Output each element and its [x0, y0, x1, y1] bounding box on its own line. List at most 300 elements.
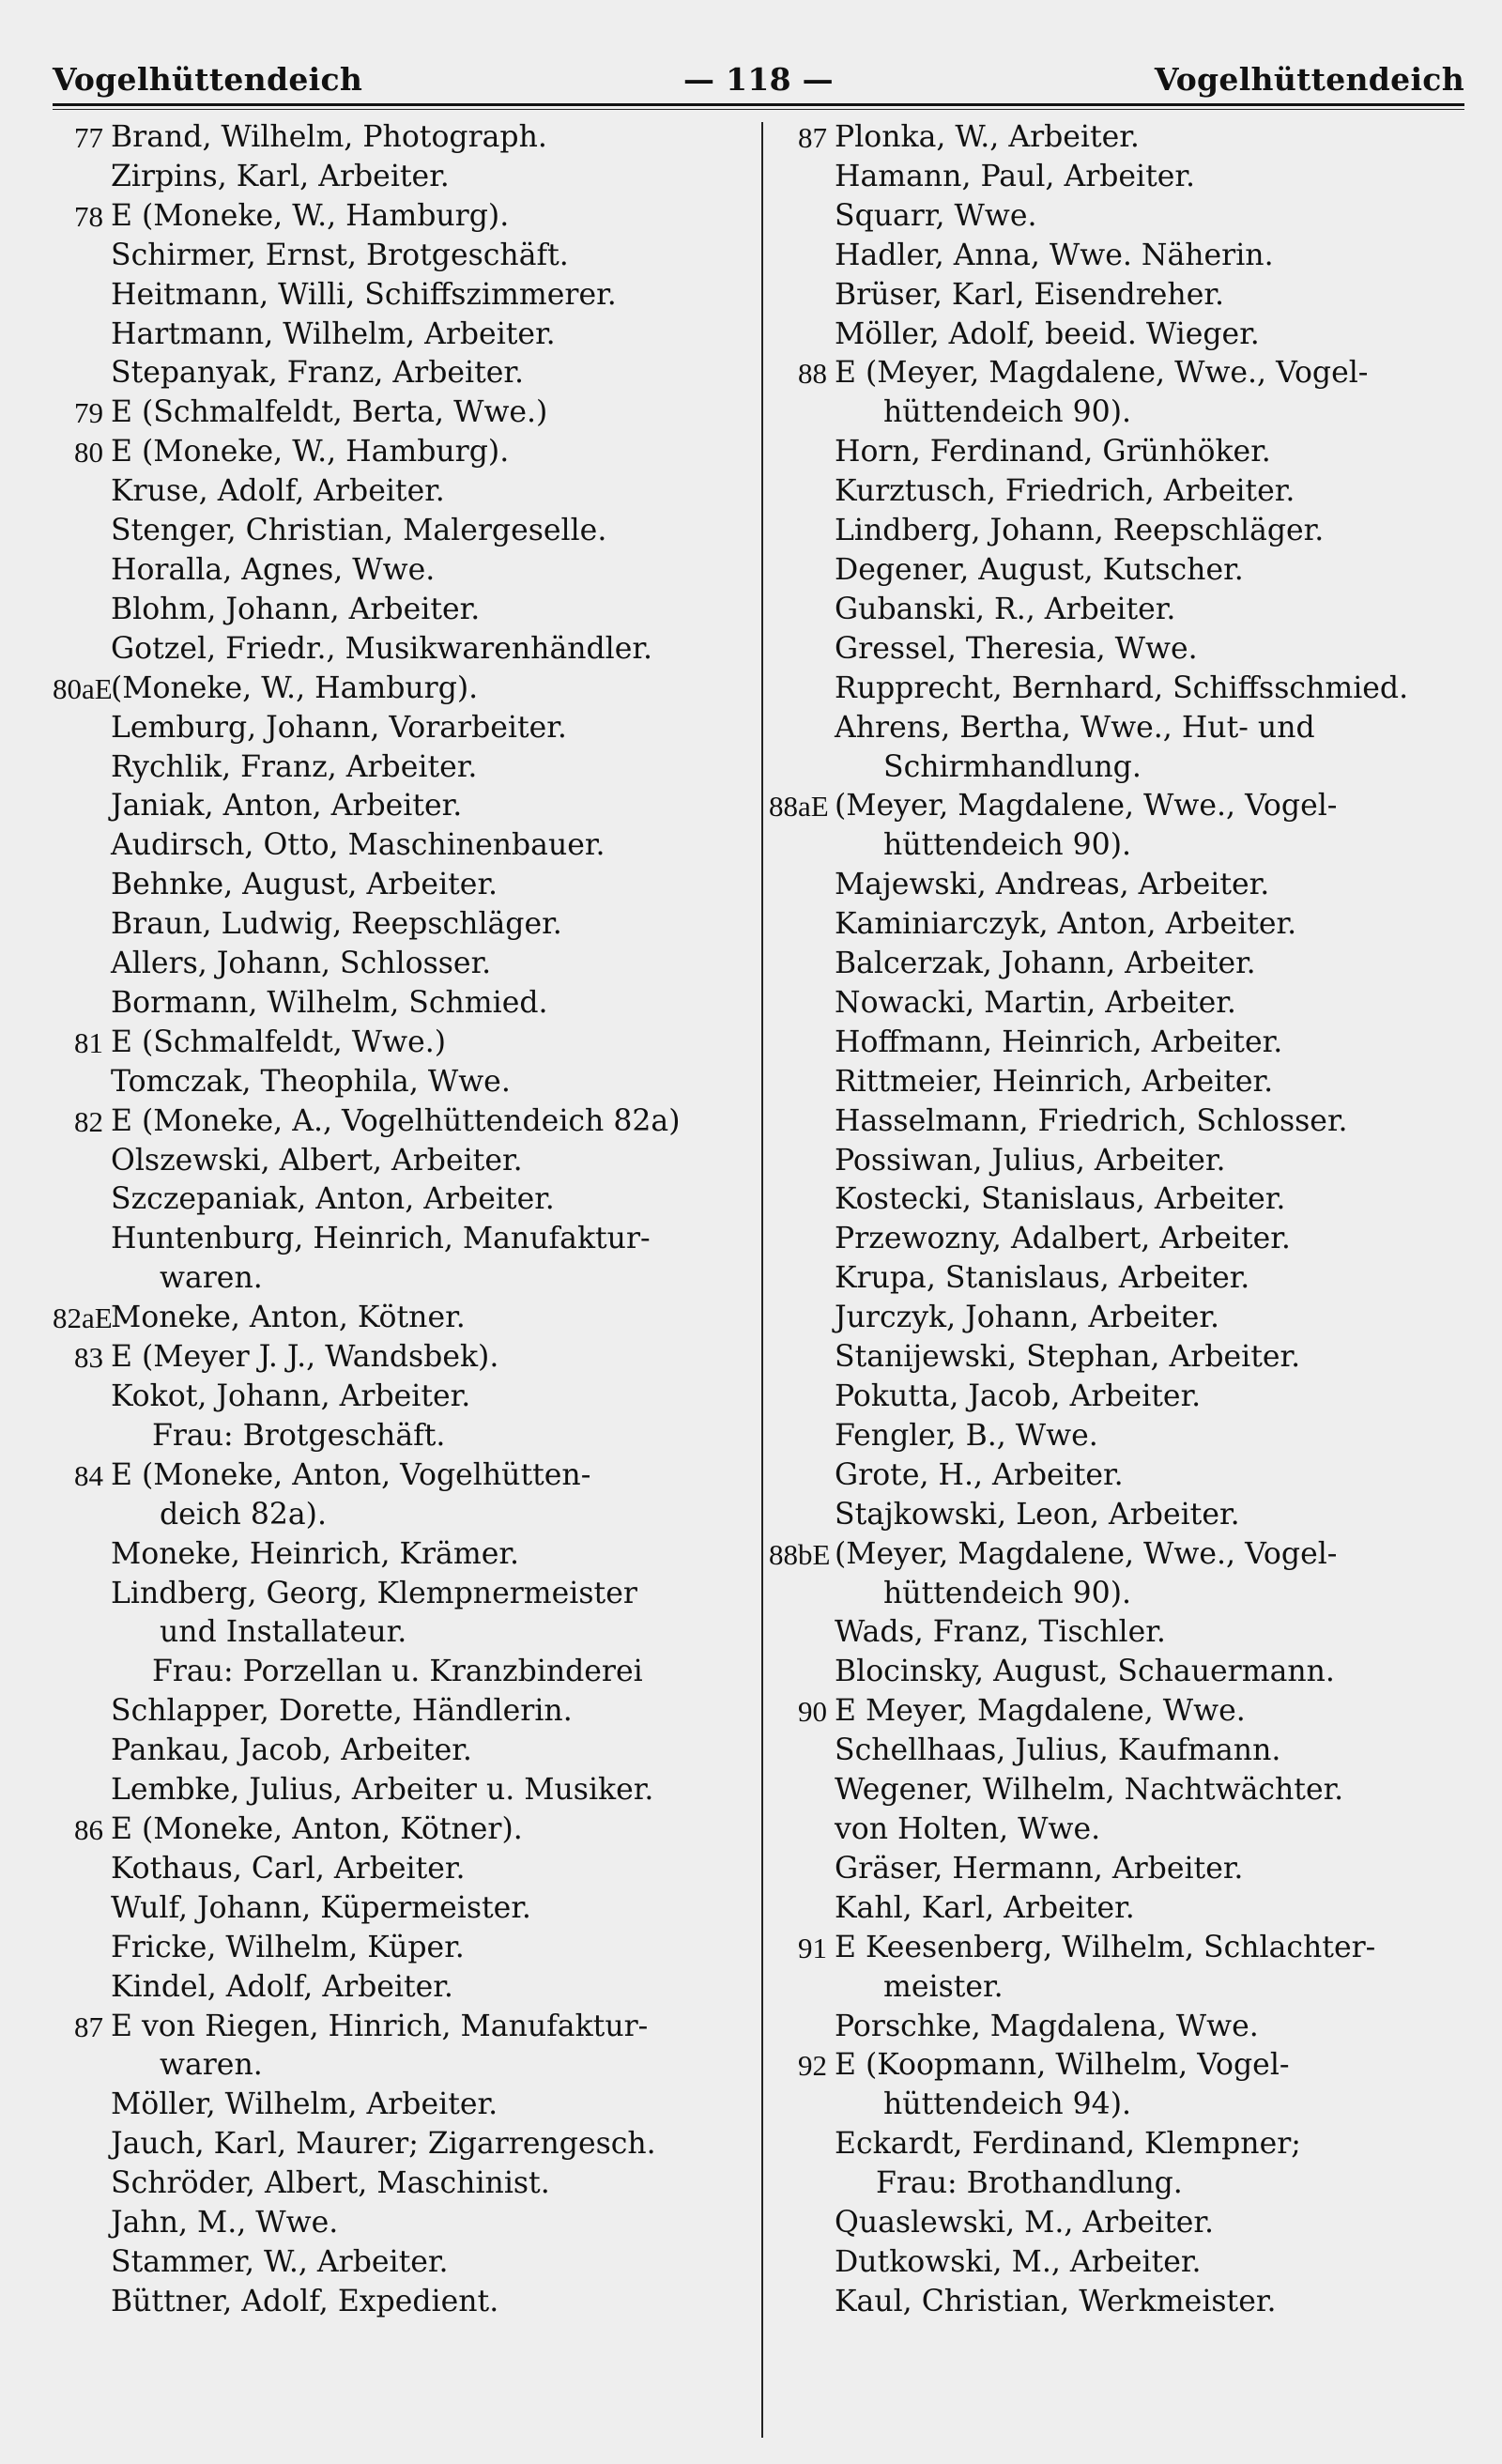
house-number: [769, 1613, 835, 1653]
resident-entry: [769, 1180, 1464, 1220]
resident-entry: [769, 1378, 1464, 1417]
house-number: [769, 1259, 835, 1299]
resident-entry: [769, 551, 1464, 591]
resident-entry: [53, 551, 748, 591]
house-number: [53, 1180, 111, 1220]
house-number: [769, 2204, 835, 2243]
resident-entry: [769, 1102, 1464, 1142]
entry-text: E (Schmalfeldt, Berta, Wwe.): [111, 395, 548, 430]
entry-text: Majewski, Andreas, Arbeiter.: [835, 868, 1270, 902]
right-column: [763, 118, 1464, 2438]
resident-entry: [53, 1929, 748, 1968]
resident-entry: [53, 1535, 748, 1575]
resident-entry: [769, 472, 1464, 512]
entry-text: Szczepaniak, Anton, Arbeiter.: [111, 1182, 555, 1217]
house-number: [53, 354, 111, 393]
resident-entry: [769, 709, 1464, 748]
house-entry: [53, 670, 748, 709]
house-number: [769, 2125, 835, 2164]
entry-text: Stanijewski, Stephan, Arbeiter.: [835, 1340, 1301, 1375]
resident-entry: [53, 2204, 748, 2243]
entry-text: Hoffmann, Heinrich, Arbeiter.: [835, 1024, 1283, 1059]
entry-text: Gotzel, Friedr., Musikwarenhändler.: [111, 631, 652, 666]
resident-entry: [53, 237, 748, 276]
house-number: [769, 1732, 835, 1771]
house-number: [769, 1810, 835, 1850]
resident-entry: [53, 1417, 748, 1456]
house-number: [769, 2086, 835, 2125]
house-number: 82aE: [53, 1301, 113, 1335]
resident-entry: [769, 1850, 1464, 1889]
entry-text: hüttendeich 90).: [883, 828, 1132, 863]
resident-entry: [769, 1496, 1464, 1535]
house-number: [53, 1889, 111, 1929]
resident-entry: [53, 630, 748, 670]
entry-text: Gressel, Theresia, Wwe.: [835, 631, 1198, 666]
house-number: [53, 1968, 111, 2008]
house-number: [769, 748, 835, 788]
resident-entry: [53, 1220, 748, 1259]
house-number: 86: [74, 1812, 103, 1846]
entry-text: Schirmhandlung.: [883, 749, 1142, 784]
resident-entry: [53, 1575, 748, 1614]
resident-entry: [53, 1653, 748, 1692]
entry-text: Olszewski, Albert, Arbeiter.: [111, 1143, 523, 1178]
resident-entry: [53, 866, 748, 905]
house-number: 77: [74, 121, 103, 154]
resident-entry: [769, 1063, 1464, 1102]
entry-text: Schellhaas, Julius, Kaufmann.: [835, 1733, 1281, 1768]
entry-text: Frau: Brotgeschäft.: [152, 1418, 446, 1453]
entry-text: E (Moneke, W., Hamburg).: [111, 435, 510, 470]
entry-text: Kindel, Adolf, Arbeiter.: [111, 1969, 453, 2004]
house-number: [53, 1417, 111, 1456]
resident-entry: [769, 1456, 1464, 1496]
entry-text: von Holten, Wwe.: [835, 1811, 1101, 1846]
resident-entry: [53, 2243, 748, 2283]
entry-text: Stenger, Christian, Malergeselle.: [111, 514, 607, 548]
entry-text: Büttner, Adolf, Expedient.: [111, 2284, 499, 2318]
house-number: [53, 276, 111, 316]
entry-text: E (Schmalfeldt, Wwe.): [111, 1024, 447, 1059]
house-number: [769, 472, 835, 512]
resident-entry: [53, 2046, 748, 2086]
house-number: 88aE: [769, 790, 829, 824]
resident-entry: [769, 630, 1464, 670]
entry-text: Degener, August, Kutscher.: [835, 552, 1244, 587]
house-number: [53, 1575, 111, 1614]
entry-text: Horalla, Agnes, Wwe.: [111, 552, 436, 587]
resident-entry: [53, 984, 748, 1024]
resident-entry: [769, 158, 1464, 197]
header-street-right: Vogelhüttendeich: [1154, 61, 1464, 98]
house-number: [53, 2164, 111, 2204]
house-entry: [769, 1929, 1464, 1968]
entry-text: Kaminiarczyk, Anton, Arbeiter.: [835, 907, 1297, 942]
entry-text: E (Moneke, Anton, Vogelhütten-: [111, 1457, 591, 1492]
house-number: [53, 748, 111, 788]
house-number: [53, 2086, 111, 2125]
house-entry: [769, 1692, 1464, 1732]
entry-text: Bormann, Wilhelm, Schmied.: [111, 985, 548, 1020]
resident-entry: [53, 2283, 748, 2322]
entry-text: hüttendeich 94).: [883, 2087, 1132, 2122]
house-number: [769, 1889, 835, 1929]
entry-text: Hartmann, Wilhelm, Arbeiter.: [111, 316, 556, 351]
entry-text: Behnke, August, Arbeiter.: [111, 868, 498, 902]
entry-text: Wegener, Wilhelm, Nachtwächter.: [835, 1773, 1344, 1808]
entry-text: Hasselmann, Friedrich, Schlosser.: [835, 1103, 1348, 1138]
house-entry: [53, 393, 748, 433]
house-number: [53, 2125, 111, 2164]
entry-text: (Moneke, W., Hamburg).: [111, 670, 479, 705]
entry-text: Pankau, Jacob, Arbeiter.: [111, 1733, 472, 1768]
entry-text: Nowacki, Martin, Arbeiter.: [835, 985, 1236, 1020]
house-number: [769, 276, 835, 316]
entry-text: (Meyer, Magdalene, Wwe., Vogel-: [835, 1536, 1338, 1571]
entry-text: Rittmeier, Heinrich, Arbeiter.: [835, 1064, 1274, 1099]
resident-entry: [769, 433, 1464, 472]
entry-text: E (Moneke, Anton, Kötner).: [111, 1811, 523, 1846]
entry-text: Hamann, Paul, Arbeiter.: [835, 159, 1196, 193]
entry-text: waren.: [160, 2048, 263, 2083]
house-number: [53, 1850, 111, 1889]
resident-entry: [769, 1259, 1464, 1299]
house-number: 79: [74, 396, 103, 430]
entry-text: Kaul, Christian, Werkmeister.: [835, 2284, 1277, 2318]
house-number: [769, 1771, 835, 1810]
house-entry: [769, 1535, 1464, 1575]
resident-entry: [53, 158, 748, 197]
page-header: [53, 53, 1464, 98]
house-number: [769, 1180, 835, 1220]
resident-entry: [769, 2008, 1464, 2047]
house-number: [53, 472, 111, 512]
house-entry: [53, 2008, 748, 2047]
entry-text: Przewozny, Adalbert, Arbeiter.: [835, 1222, 1291, 1256]
entry-text: Jahn, M., Wwe.: [111, 2206, 339, 2241]
header-rule-thick: [53, 103, 1464, 106]
resident-entry: [53, 1692, 748, 1732]
entry-text: Wads, Franz, Tischler.: [835, 1615, 1166, 1650]
resident-entry: [769, 1417, 1464, 1456]
house-number: [769, 1063, 835, 1102]
resident-entry: [53, 316, 748, 355]
house-number: [53, 591, 111, 630]
resident-entry: [769, 2243, 1464, 2283]
resident-entry: [769, 1771, 1464, 1810]
entry-text: Dutkowski, M., Arbeiter.: [835, 2244, 1202, 2279]
house-number: [53, 1259, 111, 1299]
house-entry: [53, 118, 748, 158]
entry-text: Brüser, Karl, Eisendreher.: [835, 277, 1224, 312]
entry-text: Pokutta, Jacob, Arbeiter.: [835, 1379, 1202, 1413]
house-number: [769, 433, 835, 472]
two-column-listing: [53, 118, 1464, 2438]
page-number: — 118 —: [683, 61, 834, 98]
house-number: [53, 1692, 111, 1732]
resident-entry: [769, 2283, 1464, 2322]
resident-entry: [769, 1968, 1464, 2008]
entry-text: Lemburg, Johann, Vorarbeiter.: [111, 710, 567, 745]
entry-text: Schlapper, Dorette, Händlerin.: [111, 1694, 573, 1729]
entry-text: Lembke, Julius, Arbeiter u. Musiker.: [111, 1773, 654, 1808]
resident-entry: [769, 670, 1464, 709]
entry-text: Eckardt, Ferdinand, Klempner;: [835, 2127, 1301, 2162]
entry-text: Braun, Ludwig, Reepschläger.: [111, 907, 562, 942]
entry-text: E von Riegen, Hinrich, Manufaktur-: [111, 2009, 649, 2043]
house-number: [769, 1968, 835, 2008]
resident-entry: [769, 866, 1464, 905]
house-number: [53, 158, 111, 197]
entry-text: Audirsch, Otto, Maschinenbauer.: [111, 828, 605, 863]
entry-text: Wulf, Johann, Küpermeister.: [111, 1890, 531, 1925]
house-number: [53, 945, 111, 984]
entry-text: Hadler, Anna, Wwe. Näherin.: [835, 238, 1274, 272]
entry-text: Fengler, B., Wwe.: [835, 1418, 1098, 1453]
entry-text: Moneke, Heinrich, Krämer.: [111, 1536, 519, 1571]
house-number: [53, 1771, 111, 1810]
resident-entry: [53, 1889, 748, 1929]
resident-entry: [769, 826, 1464, 866]
resident-entry: [769, 905, 1464, 945]
entry-text: Möller, Adolf, beeid. Wieger.: [835, 316, 1260, 351]
house-number: [769, 1653, 835, 1692]
resident-entry: [53, 1180, 748, 1220]
resident-entry: [53, 748, 748, 788]
resident-entry: [53, 591, 748, 630]
house-number: [769, 670, 835, 709]
house-number: 88bE: [769, 1537, 831, 1571]
resident-entry: [769, 1732, 1464, 1771]
resident-entry: [769, 1810, 1464, 1850]
entry-text: Huntenburg, Heinrich, Manufaktur-: [111, 1222, 651, 1256]
entry-text: E (Koopmann, Wilhelm, Vogel-: [835, 2048, 1290, 2083]
resident-entry: [769, 2086, 1464, 2125]
entry-text: Squarr, Wwe.: [835, 198, 1037, 233]
resident-entry: [769, 1889, 1464, 1929]
resident-entry: [53, 1378, 748, 1417]
resident-entry: [53, 1063, 748, 1102]
entry-text: Lindberg, Johann, Reepschläger.: [835, 514, 1325, 548]
entry-text: Schröder, Albert, Maschinist.: [111, 2166, 550, 2201]
resident-entry: [769, 1338, 1464, 1378]
house-number: [769, 1850, 835, 1889]
entry-text: Lindberg, Georg, Klempnermeister: [111, 1576, 637, 1610]
house-number: [53, 1063, 111, 1102]
house-number: [53, 2283, 111, 2322]
entry-text: E (Meyer J. J., Wandsbek).: [111, 1340, 499, 1375]
house-entry: [769, 118, 1464, 158]
resident-entry: [53, 2086, 748, 2125]
house-number: [769, 158, 835, 197]
entry-text: Stammer, W., Arbeiter.: [111, 2244, 449, 2279]
house-entry: [769, 787, 1464, 826]
resident-entry: [53, 1496, 748, 1535]
resident-entry: [769, 316, 1464, 355]
resident-entry: [769, 1024, 1464, 1063]
house-number: 92: [798, 2049, 827, 2083]
entry-text: Rychlik, Franz, Arbeiter.: [111, 749, 478, 784]
entry-text: Horn, Ferdinand, Grünhöker.: [835, 435, 1271, 470]
house-number: [53, 551, 111, 591]
entry-text: Grote, H., Arbeiter.: [835, 1457, 1124, 1492]
resident-entry: [53, 354, 748, 393]
house-number: [769, 551, 835, 591]
entry-text: Kostecki, Stanislaus, Arbeiter.: [835, 1182, 1286, 1217]
house-number: [53, 316, 111, 355]
house-number: [769, 984, 835, 1024]
resident-entry: [53, 1613, 748, 1653]
resident-entry: [53, 905, 748, 945]
house-number: [769, 709, 835, 748]
house-number: [53, 1220, 111, 1259]
entry-text: Kruse, Adolf, Arbeiter.: [111, 474, 445, 509]
resident-entry: [769, 1613, 1464, 1653]
resident-entry: [769, 1575, 1464, 1614]
house-number: [53, 1929, 111, 1968]
house-number: 87: [74, 2010, 103, 2043]
house-number: [769, 2243, 835, 2283]
house-number: [53, 237, 111, 276]
house-number: [53, 1613, 111, 1653]
entry-text: Jauch, Karl, Maurer; Zigarrengesch.: [111, 2127, 656, 2162]
resident-entry: [769, 1220, 1464, 1259]
house-entry: [53, 1024, 748, 1063]
house-number: 80aE: [53, 671, 113, 705]
house-number: [769, 512, 835, 551]
resident-entry: [53, 512, 748, 551]
house-entry: [53, 1102, 748, 1142]
resident-entry: [53, 1850, 748, 1889]
resident-entry: [53, 1968, 748, 2008]
house-number: [769, 2164, 835, 2204]
resident-entry: [53, 826, 748, 866]
house-number: [769, 1378, 835, 1417]
house-number: [53, 709, 111, 748]
entry-text: meister.: [883, 1969, 1004, 2004]
entry-text: Zirpins, Karl, Arbeiter.: [111, 159, 450, 193]
entry-text: E (Moneke, A., Vogelhüttendeich 82a): [111, 1103, 681, 1138]
entry-text: hüttendeich 90).: [883, 395, 1132, 430]
entry-text: Kokot, Johann, Arbeiter.: [111, 1379, 471, 1413]
resident-entry: [769, 2164, 1464, 2204]
house-number: [53, 630, 111, 670]
resident-entry: [769, 512, 1464, 551]
house-number: [769, 945, 835, 984]
house-number: [53, 826, 111, 866]
resident-entry: [769, 984, 1464, 1024]
resident-entry: [769, 945, 1464, 984]
house-number: [769, 393, 835, 433]
house-number: [769, 1417, 835, 1456]
house-entry: [53, 1338, 748, 1378]
entry-text: Plonka, W., Arbeiter.: [835, 120, 1140, 154]
entry-text: Blocinsky, August, Schauermann.: [835, 1655, 1335, 1689]
house-number: [53, 905, 111, 945]
resident-entry: [53, 709, 748, 748]
house-number: [53, 1732, 111, 1771]
resident-entry: [769, 2204, 1464, 2243]
house-number: [53, 984, 111, 1024]
entry-text: Brand, Wilhelm, Photograph.: [111, 120, 547, 154]
resident-entry: [53, 2125, 748, 2164]
house-number: [769, 1575, 835, 1614]
entry-text: Ahrens, Bertha, Wwe., Hut- und: [835, 710, 1315, 745]
entry-text: waren.: [160, 1261, 263, 1296]
house-number: 90: [798, 1695, 827, 1729]
house-number: 81: [74, 1025, 103, 1059]
entry-text: Möller, Wilhelm, Arbeiter.: [111, 2087, 498, 2122]
resident-entry: [769, 393, 1464, 433]
house-number: [53, 2243, 111, 2283]
entry-text: Stajkowski, Leon, Arbeiter.: [835, 1497, 1240, 1532]
entry-text: Moneke, Anton, Kötner.: [111, 1301, 466, 1335]
entry-text: hüttendeich 90).: [883, 1576, 1132, 1610]
house-number: [53, 787, 111, 826]
resident-entry: [769, 1653, 1464, 1692]
house-number: [769, 1456, 835, 1496]
header-street-left: Vogelhüttendeich: [53, 61, 363, 98]
resident-entry: [769, 591, 1464, 630]
entry-text: E (Meyer, Magdalene, Wwe., Vogel-: [835, 356, 1369, 391]
house-number: [769, 1496, 835, 1535]
house-number: [53, 2046, 111, 2086]
house-number: [769, 2008, 835, 2047]
house-number: 87: [798, 121, 827, 154]
house-number: [769, 866, 835, 905]
house-number: [53, 2204, 111, 2243]
entry-text: Blohm, Johann, Arbeiter.: [111, 592, 481, 626]
house-number: [53, 1142, 111, 1181]
entry-text: Schirmer, Ernst, Brotgeschäft.: [111, 238, 569, 272]
resident-entry: [53, 1259, 748, 1299]
entry-text: Jurczyk, Johann, Arbeiter.: [835, 1301, 1219, 1335]
house-number: [53, 1535, 111, 1575]
resident-entry: [53, 1732, 748, 1771]
house-number: [769, 1338, 835, 1378]
entry-text: E Keesenberg, Wilhelm, Schlachter-: [835, 1930, 1376, 1964]
house-entry: [769, 2046, 1464, 2086]
resident-entry: [53, 945, 748, 984]
resident-entry: [53, 2164, 748, 2204]
resident-entry: [769, 237, 1464, 276]
house-entry: [53, 197, 748, 237]
house-number: [53, 512, 111, 551]
entry-text: Stepanyak, Franz, Arbeiter.: [111, 356, 525, 391]
entry-text: Frau: Brothandlung.: [876, 2166, 1183, 2201]
entry-text: Gräser, Hermann, Arbeiter.: [835, 1851, 1244, 1886]
entry-text: Possiwan, Julius, Arbeiter.: [835, 1143, 1226, 1178]
house-number: [769, 1142, 835, 1181]
house-number: [769, 1220, 835, 1259]
house-number: 80: [74, 436, 103, 470]
entry-text: E Meyer, Magdalene, Wwe.: [835, 1694, 1246, 1729]
house-number: 83: [74, 1341, 103, 1375]
entry-text: Janiak, Anton, Arbeiter.: [111, 789, 463, 824]
entry-text: Tomczak, Theophila, Wwe.: [111, 1064, 511, 1099]
house-number: [769, 591, 835, 630]
house-entry: [769, 354, 1464, 393]
house-number: [53, 1496, 111, 1535]
entry-text: (Meyer, Magdalene, Wwe., Vogel-: [835, 789, 1338, 824]
house-number: 84: [74, 1458, 103, 1492]
house-number: [53, 866, 111, 905]
entry-text: Quaslewski, M., Arbeiter.: [835, 2206, 1214, 2241]
entry-text: Heitmann, Willi, Schiffszimmerer.: [111, 277, 617, 312]
house-entry: [53, 1810, 748, 1850]
house-number: [769, 1102, 835, 1142]
